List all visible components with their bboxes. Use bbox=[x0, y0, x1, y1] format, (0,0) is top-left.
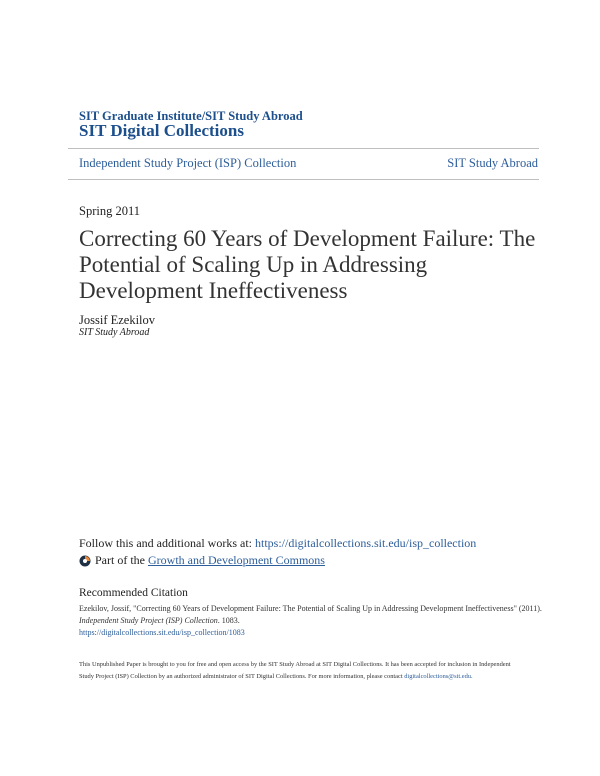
follow-line bbox=[79, 536, 476, 551]
divider-top bbox=[68, 148, 539, 149]
institution-name: SIT Graduate Institute/SIT Study Abroad bbox=[79, 109, 303, 123]
citation-main: Ezekilov, Jossif, "Correcting 60 Years of Development Failure: The Potential of Scaling Up in Addressing Development Ineffectiveness" (2011). bbox=[79, 604, 542, 613]
sit-study-abroad-link[interactable]: SIT Study Abroad bbox=[447, 156, 538, 170]
author-affiliation: SIT Study Abroad bbox=[79, 327, 150, 338]
part-of-line bbox=[79, 553, 325, 568]
part-of-label: Part of the bbox=[95, 553, 145, 567]
divider-bottom bbox=[68, 179, 539, 180]
notice-text: This Unpublished Paper is brought to you for free and open access by the SIT Study Abroad at SIT Digital Collections. It has been accepted for inclusion in Independent Study Project (ISP) Collection by an authorized administrator of SIT Digital Collections. For more information, please contact bbox=[79, 661, 511, 680]
paper-title: Correcting 60 Years of Development Failure: The Potential of Scaling Up in Addressing Development Ineffectiveness bbox=[79, 226, 536, 303]
follow-url-link[interactable]: https://digitalcollections.sit.edu/isp_collection bbox=[255, 536, 477, 550]
author-name: Jossif Ezekilov bbox=[79, 313, 156, 327]
citation-series: Independent Study Project (ISP) Collection bbox=[79, 616, 218, 625]
network-commons-icon bbox=[79, 555, 91, 567]
growth-development-commons-link[interactable]: Growth and Development Commons bbox=[148, 553, 325, 567]
notice-end: . bbox=[471, 673, 473, 680]
publication-date: Spring 2011 bbox=[79, 204, 140, 218]
citation-number: . 1083. bbox=[217, 616, 240, 625]
recommended-citation-heading: Recommended Citation bbox=[79, 587, 188, 599]
citation-url-link[interactable]: https://digitalcollections.sit.edu/isp_collection/1083 bbox=[79, 628, 245, 637]
access-notice bbox=[79, 659, 519, 683]
isp-collection-link[interactable]: Independent Study Project (ISP) Collection bbox=[79, 156, 297, 170]
collections-title[interactable]: SIT Digital Collections bbox=[79, 121, 244, 140]
contact-email-link[interactable]: digitalcollections@sit.edu bbox=[404, 673, 471, 680]
citation-text bbox=[79, 603, 549, 639]
follow-label: Follow this and additional works at: bbox=[79, 536, 252, 550]
